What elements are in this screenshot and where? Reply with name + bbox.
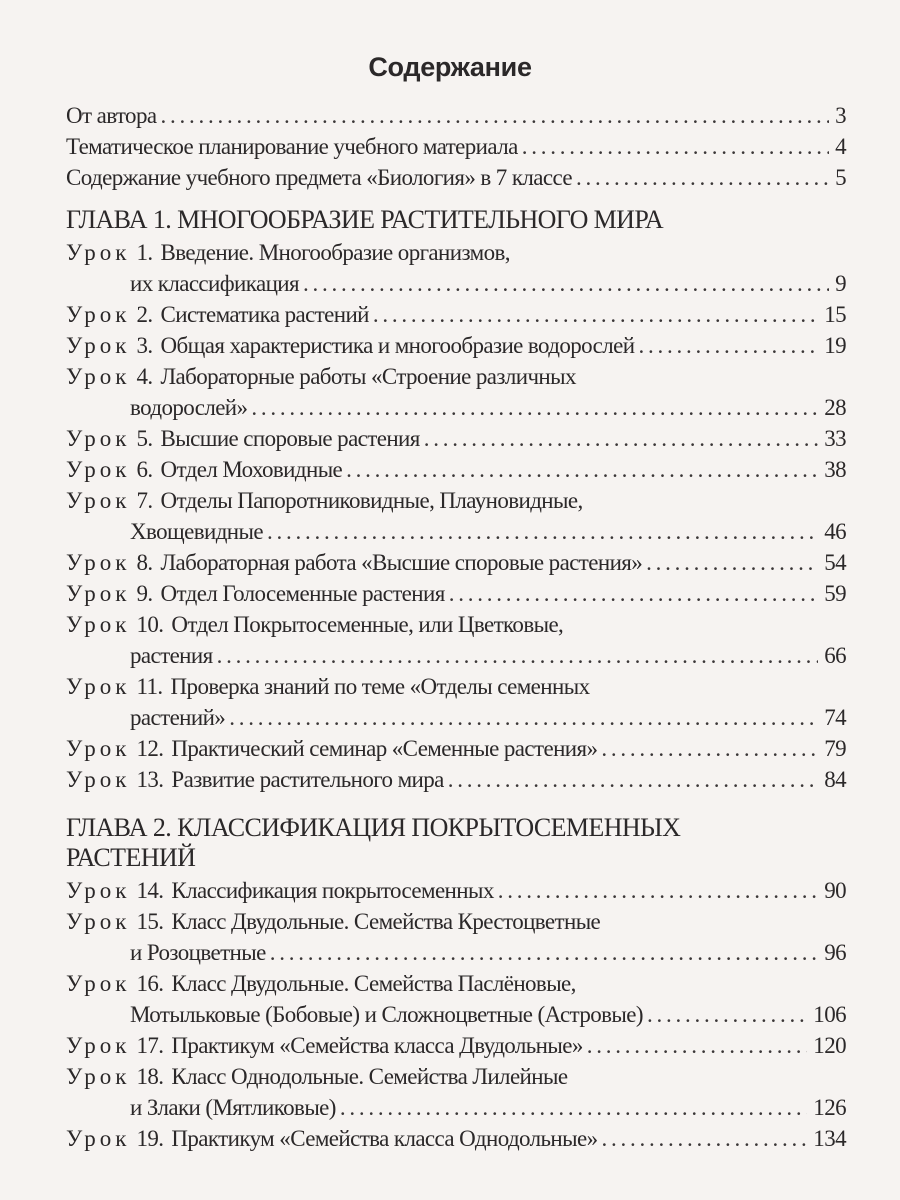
page-number: 4 [835, 134, 846, 159]
lesson-label: Урок [66, 457, 131, 482]
entry-title: Мотыльковые (Бобовые) и Сложноцветные (Астровые) [130, 1002, 643, 1027]
toc-entry-line [66, 299, 846, 330]
lesson-number: 13. [136, 767, 164, 792]
entry-title: Лабораторная работа «Высшие споровые растения» [160, 550, 643, 575]
toc-entry-line [66, 237, 846, 268]
lesson-label: Урок [66, 878, 131, 903]
entry-title: Практикум «Семейства класса Однодольные» [171, 1126, 598, 1151]
lesson-number: 6. [136, 457, 153, 482]
page-number: 74 [824, 705, 846, 730]
toc-entry [66, 733, 846, 764]
page-number: 5 [835, 165, 846, 190]
lesson-number: 2. [136, 302, 153, 327]
toc-entry-line [66, 999, 846, 1030]
toc-entry [66, 361, 846, 423]
dot-leader [587, 1030, 808, 1061]
entry-title: Практический семинар «Семенные растения» [171, 736, 598, 761]
page-number: 66 [824, 643, 846, 668]
toc-entry-line [66, 516, 846, 547]
lesson-label: Урок [66, 1126, 131, 1151]
toc-entry-line [66, 764, 846, 795]
page-number: 96 [824, 940, 846, 965]
toc-entry-line [66, 609, 846, 640]
lesson-number: 11. [136, 674, 163, 699]
dot-leader [346, 454, 818, 485]
toc-entry [66, 609, 846, 671]
toc-entry-line [66, 875, 846, 906]
entry-title: Содержание учебного предмета «Биология» в 7 классе [66, 165, 573, 190]
dot-leader [498, 875, 818, 906]
toc-entry-line [66, 131, 846, 162]
dot-leader [646, 547, 818, 578]
toc-entry-line [66, 100, 846, 131]
toc-entry [66, 968, 846, 1030]
dot-leader [449, 578, 819, 609]
toc-entry [66, 237, 846, 299]
entry-title: Систематика растений [160, 302, 369, 327]
page-number: 106 [813, 1002, 846, 1027]
entry-title: и Злаки (Мятликовые) [130, 1095, 336, 1120]
lesson-label: Урок [66, 302, 131, 327]
lesson-number: 16. [136, 971, 164, 996]
toc-entry [66, 906, 846, 968]
chapter-heading [66, 813, 846, 873]
page-number: 28 [824, 395, 846, 420]
lesson-number: 9. [136, 581, 153, 606]
dot-leader [647, 999, 807, 1030]
toc-entry [66, 423, 846, 454]
toc-entry-line [66, 392, 846, 423]
entry-title: Высшие споровые растения [160, 426, 420, 451]
entry-title: Введение. Многообразие организмов, [160, 240, 510, 265]
toc-entry-line [66, 937, 846, 968]
toc-entry-line [66, 1030, 846, 1061]
toc-entry [66, 764, 846, 795]
toc-entry-line [66, 454, 846, 485]
toc-entry-line [66, 547, 846, 578]
lesson-number: 12. [136, 736, 164, 761]
toc-entry [66, 671, 846, 733]
entry-title: Отдел Голосеменные растения [160, 581, 445, 606]
lesson-label: Урок [66, 240, 131, 265]
toc-entry-line [66, 968, 846, 999]
lesson-number: 8. [136, 550, 153, 575]
dot-leader [424, 423, 818, 454]
page-number: 19 [824, 333, 846, 358]
entry-title: Проверка знаний по теме «Отделы семенных [170, 674, 590, 699]
lesson-label: Урок [66, 971, 131, 996]
entry-title: Развитие растительного мира [171, 767, 444, 792]
page-number: 59 [824, 581, 846, 606]
page-number: 79 [824, 736, 846, 761]
dot-leader [522, 131, 829, 162]
entry-title: Практикум «Семейства класса Двудольные» [171, 1033, 583, 1058]
dot-leader [303, 268, 829, 299]
page-number: 120 [813, 1033, 846, 1058]
lesson-number: 10. [136, 612, 164, 637]
toc-entry [66, 1030, 846, 1061]
chapter-title-line: РАСТЕНИЙ [66, 843, 196, 872]
page-title: Содержание [368, 52, 532, 82]
page-number: 134 [813, 1126, 846, 1151]
lesson-number: 18. [136, 1064, 164, 1089]
dot-leader [217, 640, 819, 671]
lesson-number: 1. [136, 240, 153, 265]
entry-title: Отдел Покрытосеменные, или Цветковые, [171, 612, 564, 637]
toc-entry [66, 162, 846, 193]
entry-title: Отделы Папоротниковидные, Плауновидные, [160, 488, 583, 513]
lesson-label: Урок [66, 488, 131, 513]
lesson-number: 5. [136, 426, 153, 451]
page-number: 38 [824, 457, 846, 482]
toc-entry [66, 454, 846, 485]
toc-entry [66, 875, 846, 906]
lesson-label: Урок [66, 612, 131, 637]
toc-entry-line [66, 423, 846, 454]
lesson-label: Урок [66, 674, 131, 699]
toc-entry-line [66, 1123, 846, 1154]
lesson-label: Урок [66, 1064, 131, 1089]
lesson-label: Урок [66, 426, 131, 451]
lesson-number: 7. [136, 488, 153, 513]
entry-title: их классификация [130, 271, 299, 296]
toc-entry [66, 547, 846, 578]
dot-leader [576, 162, 829, 193]
dot-leader [638, 330, 818, 361]
page-number: 15 [824, 302, 846, 327]
entry-title: Тематическое планирование учебного материала [66, 134, 518, 159]
toc-entry-line [66, 361, 846, 392]
page-number: 46 [824, 519, 846, 544]
entry-title: Хвощевидные [130, 519, 263, 544]
entry-title: Класс Однодольные. Семейства Лилейные [171, 1064, 568, 1089]
lesson-number: 15. [136, 909, 164, 934]
dot-leader [270, 937, 818, 968]
entry-title: Общая характеристика и многообразие водорослей [160, 333, 635, 358]
toc-entry [66, 131, 846, 162]
entry-title: Лабораторные работы «Строение различных [160, 364, 576, 389]
toc-entry-line [66, 268, 846, 299]
toc-entry [66, 485, 846, 547]
page-number: 3 [835, 103, 846, 128]
toc-entry-line [66, 640, 846, 671]
toc-entry-line [66, 1092, 846, 1123]
lesson-label: Урок [66, 909, 131, 934]
toc-entry [66, 330, 846, 361]
entry-title: растений» [130, 705, 226, 730]
lesson-label: Урок [66, 736, 131, 761]
entry-title: Класс Двудольные. Семейства Крестоцветные [171, 909, 601, 934]
chapter-title-line: ГЛАВА 2. КЛАССИФИКАЦИЯ ПОКРЫТОСЕМЕННЫХ [66, 813, 681, 842]
toc-entry-line [66, 671, 846, 702]
page-number: 9 [835, 271, 846, 296]
toc-entry [66, 1061, 846, 1123]
dot-leader [340, 1092, 807, 1123]
lesson-number: 3. [136, 333, 153, 358]
dot-leader [601, 733, 818, 764]
toc-entry-line [66, 162, 846, 193]
dot-leader [251, 392, 818, 423]
toc-entry-line [66, 733, 846, 764]
page-number: 33 [824, 426, 846, 451]
lesson-number: 19. [136, 1126, 164, 1151]
entry-title: Отдел Моховидные [160, 457, 343, 482]
entry-title: Класс Двудольные. Семейства Паслёновые, [171, 971, 576, 996]
lesson-number: 17. [136, 1033, 164, 1058]
toc-entry [66, 578, 846, 609]
table-of-contents [66, 100, 846, 1154]
entry-title: водорослей» [130, 395, 248, 420]
toc-entry-line [66, 330, 846, 361]
toc-entry-line [66, 485, 846, 516]
chapter-heading [66, 205, 846, 235]
entry-title: и Розоцветные [130, 940, 266, 965]
dot-leader [373, 299, 818, 330]
lesson-label: Урок [66, 581, 131, 606]
entry-title: растения [130, 643, 213, 668]
toc-entry-line [66, 906, 846, 937]
page-number: 126 [813, 1095, 846, 1120]
dot-leader [448, 764, 818, 795]
toc-entry-line [66, 1061, 846, 1092]
lesson-label: Урок [66, 550, 131, 575]
page-number: 54 [824, 550, 846, 575]
page-number: 90 [824, 878, 846, 903]
toc-entry [66, 100, 846, 131]
lesson-label: Урок [66, 1033, 131, 1058]
dot-leader [160, 100, 829, 131]
lesson-label: Урок [66, 767, 131, 792]
toc-entry [66, 1123, 846, 1154]
toc-entry [66, 299, 846, 330]
page-number: 84 [824, 767, 846, 792]
entry-title: От автора [66, 103, 157, 128]
dot-leader [267, 516, 818, 547]
entry-title: Классификация покрытосеменных [171, 878, 494, 903]
dot-leader [229, 702, 818, 733]
lesson-label: Урок [66, 364, 131, 389]
toc-entry-line [66, 702, 846, 733]
chapter-title-line: ГЛАВА 1. МНОГООБРАЗИЕ РАСТИТЕЛЬНОГО МИРА [66, 205, 664, 234]
lesson-number: 14. [136, 878, 164, 903]
dot-leader [601, 1123, 807, 1154]
lesson-number: 4. [136, 364, 153, 389]
toc-entry-line [66, 578, 846, 609]
lesson-label: Урок [66, 333, 131, 358]
